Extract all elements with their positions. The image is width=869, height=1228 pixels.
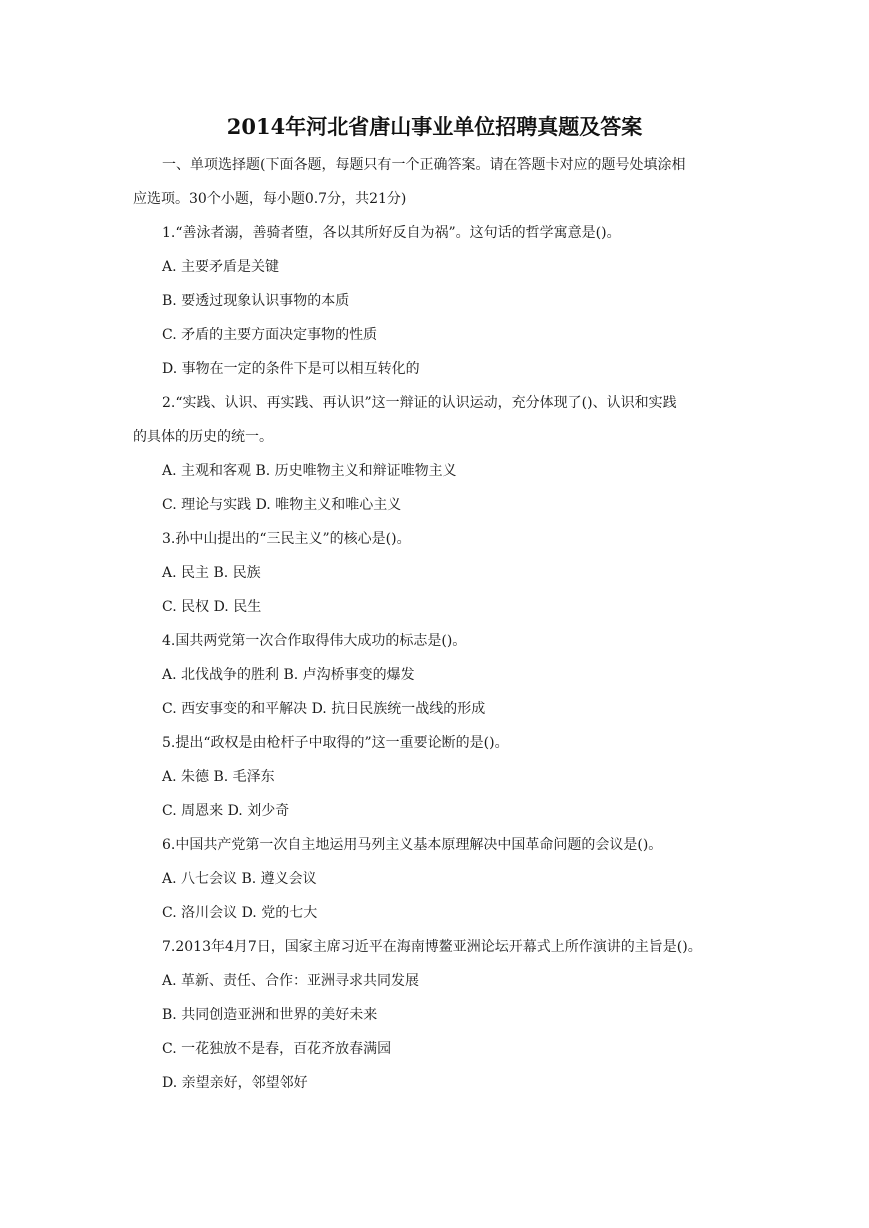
- question-7-option-c: C. 一花独放不是春，百花齐放春满园: [162, 1041, 392, 1057]
- question-1-option-d: D. 事物在一定的条件下是可以相互转化的: [162, 361, 420, 377]
- question-5-options-cd: C. 周恩来 D. 刘少奇: [162, 803, 290, 819]
- section-heading-line-2: 应选项。30个小题，每小题0.7分，共21分): [133, 191, 407, 207]
- question-1-option-b: B. 要透过现象认识事物的本质: [162, 293, 350, 309]
- question-3-options-cd: C. 民权 D. 民生: [162, 599, 262, 615]
- question-6-options-ab: A. 八七会议 B. 遵义会议: [162, 871, 317, 887]
- question-2-line-2: 的具体的历史的统一。: [133, 429, 273, 445]
- question-4-options-ab: A. 北伐战争的胜利 B. 卢沟桥事变的爆发: [162, 667, 415, 683]
- question-6-options-cd: C. 洛川会议 D. 党的七大: [162, 905, 318, 921]
- question-3-options-ab: A. 民主 B. 民族: [162, 565, 261, 581]
- question-4-options-cd: C. 西安事变的和平解决 D. 抗日民族统一战线的形成: [162, 701, 486, 717]
- document-title: 2014年河北省唐山事业单位招聘真题及答案: [226, 114, 643, 139]
- question-6: 6.中国共产党第一次自主地运用马列主义基本原理解决中国革命问题的会议是()。: [162, 837, 663, 853]
- question-2-line-1: 2.“实践、认识、再实践、再认识”这一辩证的认识运动，充分体现了()、认识和实践: [162, 395, 677, 411]
- question-7-option-a: A. 革新、责任、合作：亚洲寻求共同发展: [162, 973, 420, 989]
- question-1-option-c: C. 矛盾的主要方面决定事物的性质: [162, 327, 378, 343]
- question-7-option-b: B. 共同创造亚洲和世界的美好未来: [162, 1007, 378, 1023]
- section-heading-line-1: 一、单项选择题(下面各题，每题只有一个正确答案。请在答题卡对应的题号处填涂相: [162, 157, 686, 173]
- question-2-options-cd: C. 理论与实践 D. 唯物主义和唯心主义: [162, 497, 402, 513]
- question-2-options-ab: A. 主观和客观 B. 历史唯物主义和辩证唯物主义: [162, 463, 457, 479]
- question-5-options-ab: A. 朱德 B. 毛泽东: [162, 769, 275, 785]
- question-4: 4.国共两党第一次合作取得伟大成功的标志是()。: [162, 633, 467, 649]
- question-1: 1.“善泳者溺，善骑者堕，各以其所好反自为祸”。这句话的哲学寓意是()。: [162, 225, 621, 241]
- question-7: 7.2013年4月7日，国家主席习近平在海南博鳌亚洲论坛开幕式上所作演讲的主旨是()。: [162, 939, 702, 955]
- question-5: 5.提出“政权是由枪杆子中取得的”这一重要论断的是()。: [162, 735, 509, 751]
- question-1-option-a: A. 主要矛盾是关键: [162, 259, 280, 275]
- question-3: 3.孙中山提出的“三民主义”的核心是()。: [162, 531, 411, 547]
- question-7-option-d: D. 亲望亲好，邻望邻好: [162, 1075, 308, 1091]
